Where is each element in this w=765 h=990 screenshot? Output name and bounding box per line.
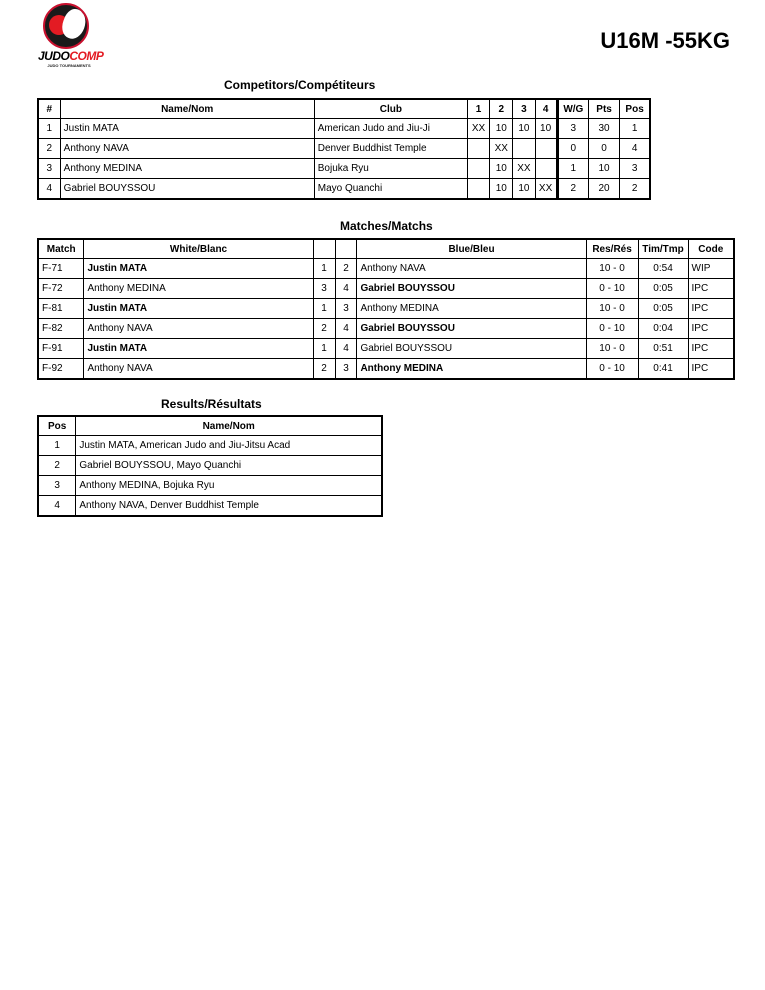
match-cell: 4 <box>335 339 357 359</box>
result-cell: Anthony MEDINA, Bojuka Ryu <box>76 476 382 496</box>
competitor-cell: 10 <box>490 119 513 139</box>
competitors-header-cell: Name/Nom <box>60 99 314 119</box>
match-row <box>38 339 734 359</box>
competitor-cell: 10 <box>588 159 619 179</box>
match-cell: IPC <box>688 299 734 319</box>
match-cell: Justin MATA <box>84 259 313 279</box>
match-cell: F-82 <box>38 319 84 339</box>
competitors-header-cell: Pos <box>620 99 650 119</box>
match-cell: F-71 <box>38 259 84 279</box>
result-row <box>38 436 382 456</box>
match-cell: WIP <box>688 259 734 279</box>
result-cell: 1 <box>38 436 76 456</box>
competitor-cell <box>467 139 489 159</box>
match-cell: 4 <box>335 279 357 299</box>
match-cell: 3 <box>313 279 335 299</box>
match-cell: IPC <box>688 279 734 299</box>
match-cell: Anthony MEDINA <box>357 359 586 380</box>
competitor-cell: 10 <box>535 119 557 139</box>
competitor-cell: 3 <box>38 159 60 179</box>
match-row <box>38 279 734 299</box>
competitor-cell: 0 <box>557 139 588 159</box>
match-cell: F-91 <box>38 339 84 359</box>
match-cell: IPC <box>688 359 734 380</box>
match-cell: Anthony MEDINA <box>357 299 586 319</box>
result-cell: Anthony NAVA, Denver Buddhist Temple <box>76 496 382 517</box>
match-cell: 2 <box>335 259 357 279</box>
match-cell: Gabriel BOUYSSOU <box>357 339 586 359</box>
match-cell: 10 - 0 <box>586 299 638 319</box>
competitor-cell: Anthony MEDINA <box>60 159 314 179</box>
competitor-row <box>38 139 650 159</box>
result-cell: Justin MATA, American Judo and Jiu-Jitsu Acad <box>76 436 382 456</box>
competitor-cell: 3 <box>620 159 650 179</box>
competitor-cell: 4 <box>38 179 60 200</box>
competitor-row <box>38 119 650 139</box>
competitor-cell: 3 <box>557 119 588 139</box>
competitors-header-cell: 1 <box>467 99 489 119</box>
competitor-cell: 10 <box>490 179 513 200</box>
match-cell: 1 <box>313 299 335 319</box>
competitor-cell <box>467 159 489 179</box>
competitor-cell: 1 <box>557 159 588 179</box>
match-cell: 2 <box>313 359 335 380</box>
matches-header-cell: Res/Rés <box>586 239 638 259</box>
results-title: Results/Résultats <box>161 397 262 411</box>
competitor-cell <box>535 139 557 159</box>
match-cell: 3 <box>335 299 357 319</box>
competitor-cell: Mayo Quanchi <box>314 179 467 200</box>
competitor-cell: 10 <box>490 159 513 179</box>
competitor-cell: Denver Buddhist Temple <box>314 139 467 159</box>
matches-header-cell: Match <box>38 239 84 259</box>
competitor-cell: 0 <box>588 139 619 159</box>
match-row <box>38 359 734 380</box>
competitor-cell: Anthony NAVA <box>60 139 314 159</box>
results-header-cell: Name/Nom <box>76 416 382 436</box>
competitor-cell <box>467 179 489 200</box>
competitor-cell <box>535 159 557 179</box>
competitor-cell: 4 <box>620 139 650 159</box>
match-cell: Gabriel BOUYSSOU <box>357 319 586 339</box>
competitor-cell: XX <box>490 139 513 159</box>
match-row <box>38 319 734 339</box>
competitors-header-cell: 3 <box>513 99 535 119</box>
result-row <box>38 476 382 496</box>
result-cell: 4 <box>38 496 76 517</box>
matches-header-cell <box>313 239 335 259</box>
competitor-cell: 10 <box>513 119 535 139</box>
match-cell: 2 <box>313 319 335 339</box>
logo-wordmark: JUDOCOMP <box>38 49 104 63</box>
competitor-cell: 30 <box>588 119 619 139</box>
judocomp-logo <box>38 3 104 71</box>
competitor-cell: 2 <box>557 179 588 200</box>
competitors-header-cell: 2 <box>490 99 513 119</box>
result-row <box>38 496 382 517</box>
competitors-header-cell: W/G <box>557 99 588 119</box>
competitor-cell: XX <box>467 119 489 139</box>
result-cell: Gabriel BOUYSSOU, Mayo Quanchi <box>76 456 382 476</box>
matches-header-cell: Tim/Tmp <box>638 239 688 259</box>
competitor-cell: 2 <box>620 179 650 200</box>
competitors-header-cell: Club <box>314 99 467 119</box>
competitors-header-cell: Pts <box>588 99 619 119</box>
match-cell: 0:05 <box>638 299 688 319</box>
match-cell: 10 - 0 <box>586 259 638 279</box>
competitor-cell: 2 <box>38 139 60 159</box>
match-row <box>38 299 734 319</box>
match-cell: 0:05 <box>638 279 688 299</box>
result-cell: 2 <box>38 456 76 476</box>
competitor-cell: Justin MATA <box>60 119 314 139</box>
category-title: U16M -55KG <box>600 28 730 53</box>
match-cell: F-72 <box>38 279 84 299</box>
result-row <box>38 456 382 476</box>
result-cell: 3 <box>38 476 76 496</box>
match-cell: IPC <box>688 319 734 339</box>
match-cell: Justin MATA <box>84 339 313 359</box>
judo-emblem-icon <box>43 3 89 49</box>
matches-header-cell: Blue/Bleu <box>357 239 586 259</box>
competitor-cell: XX <box>513 159 535 179</box>
matches-header-cell: White/Blanc <box>84 239 313 259</box>
match-cell: F-81 <box>38 299 84 319</box>
match-cell: Anthony NAVA <box>84 359 313 380</box>
competitor-cell: 1 <box>620 119 650 139</box>
matches-header-cell <box>335 239 357 259</box>
match-cell: 3 <box>335 359 357 380</box>
results-header-cell: Pos <box>38 416 76 436</box>
competitor-cell: American Judo and Jiu-Ji <box>314 119 467 139</box>
matches-header-cell: Code <box>688 239 734 259</box>
match-cell: 0:04 <box>638 319 688 339</box>
match-cell: Anthony MEDINA <box>84 279 313 299</box>
competitors-header-cell: # <box>38 99 60 119</box>
competitor-cell: Bojuka Ryu <box>314 159 467 179</box>
competitors-title: Competitors/Compétiteurs <box>224 78 376 92</box>
competitor-cell: 1 <box>38 119 60 139</box>
match-cell: 0 - 10 <box>586 359 638 380</box>
competitor-row <box>38 159 650 179</box>
match-cell: 0:41 <box>638 359 688 380</box>
match-cell: 0 - 10 <box>586 319 638 339</box>
competitor-row <box>38 179 650 200</box>
match-cell: 0 - 10 <box>586 279 638 299</box>
match-cell: Anthony NAVA <box>357 259 586 279</box>
match-cell: 4 <box>335 319 357 339</box>
logo-tagline: JUDO TOURNAMENTS <box>47 63 91 68</box>
competitors-header-cell: 4 <box>535 99 557 119</box>
match-cell: Justin MATA <box>84 299 313 319</box>
competitor-cell: 10 <box>513 179 535 200</box>
competitor-cell: 20 <box>588 179 619 200</box>
match-cell: Gabriel BOUYSSOU <box>357 279 586 299</box>
match-cell: 1 <box>313 339 335 359</box>
match-cell: 10 - 0 <box>586 339 638 359</box>
match-cell: F-92 <box>38 359 84 380</box>
results-table <box>37 415 383 517</box>
match-cell: 1 <box>313 259 335 279</box>
match-row <box>38 259 734 279</box>
match-cell: 0:51 <box>638 339 688 359</box>
match-cell: Anthony NAVA <box>84 319 313 339</box>
competitor-cell: XX <box>535 179 557 200</box>
competitor-cell <box>513 139 535 159</box>
competitors-table <box>37 98 651 200</box>
match-cell: 0:54 <box>638 259 688 279</box>
matches-title: Matches/Matchs <box>340 219 433 233</box>
match-cell: IPC <box>688 339 734 359</box>
matches-table <box>37 238 735 380</box>
competitor-cell: Gabriel BOUYSSOU <box>60 179 314 200</box>
